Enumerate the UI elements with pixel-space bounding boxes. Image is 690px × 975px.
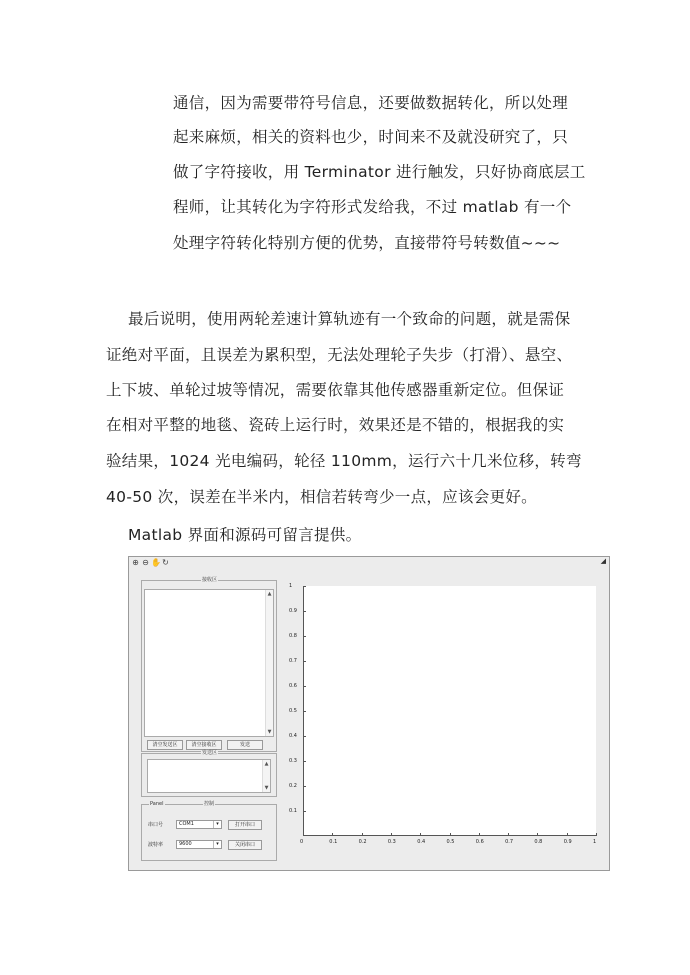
text-line: 在相对平整的地毯、瓷砖上运行时，效果还是不错的，根据我的实 — [106, 416, 565, 434]
pan-icon[interactable]: ✋ — [151, 558, 161, 567]
text-line: 40-50 次，误差在半米内，相信若转弯少一点，应该会更好。 — [106, 488, 537, 506]
y-tick-mark — [303, 736, 306, 737]
chevron-down-icon: ▾ — [213, 841, 221, 848]
rotate-icon[interactable]: ↻ — [162, 558, 169, 567]
baud-label: 波特率 — [148, 842, 164, 848]
text-line: 证绝对平面，且误差为累积型，无法处理轮子失步（打滑）、悬空、 — [106, 346, 573, 364]
x-tick-label: 0.4 — [417, 839, 426, 845]
port-select-value: COM1 — [179, 821, 194, 827]
y-tick-label: 0.7 — [289, 658, 297, 664]
x-tick-mark — [332, 833, 333, 836]
x-tick-mark — [508, 833, 509, 836]
figure-toolbar — [129, 557, 609, 569]
x-tick-mark — [362, 833, 363, 836]
y-tick-mark — [303, 611, 306, 612]
text-line: 起来麻烦，相关的资料也少，时间来不及就没研究了，只 — [173, 128, 569, 146]
toolbar-dock-arrow-icon[interactable]: ◢ — [600, 557, 606, 565]
baud-select-value: 9600 — [179, 841, 192, 847]
text-line: 做了字符接收，用 Terminator 进行触发，只好协商底层工 — [173, 163, 586, 181]
y-tick-mark — [303, 786, 306, 787]
receive-textarea[interactable] — [144, 589, 274, 737]
clear-send-button[interactable]: 清空发送区 — [147, 740, 183, 750]
scroll-up-icon[interactable]: ▲ — [267, 591, 272, 597]
x-tick-mark — [596, 833, 597, 836]
close-port-button[interactable]: 关闭串口 — [228, 840, 262, 850]
scroll-down-icon[interactable]: ▼ — [267, 729, 272, 735]
x-tick-label: 0.9 — [563, 839, 572, 845]
baud-select[interactable] — [176, 840, 222, 849]
plot-axes[interactable] — [303, 586, 596, 836]
x-tick-mark — [450, 833, 451, 836]
x-tick-label: 0.6 — [475, 839, 484, 845]
x-tick-label: 0.5 — [446, 839, 455, 845]
text-line: 程师，让其转化为字符形式发给我，不过 matlab 有一个 — [173, 198, 572, 216]
y-tick-mark — [303, 761, 306, 762]
receive-group-title: 接收区 — [202, 577, 218, 583]
send-button[interactable]: 发送 — [227, 740, 263, 750]
send-group-title: 发送区 — [202, 750, 218, 756]
matlab-gui-screenshot — [128, 556, 610, 871]
x-tick-label: 0.1 — [329, 839, 338, 845]
text-line: 处理字符转化特别方便的优势，直接带符号转数值~~~ — [173, 234, 561, 252]
x-tick-label: 0 — [300, 839, 304, 845]
open-port-button[interactable]: 打开串口 — [228, 820, 262, 830]
text-line: 最后说明，使用两轮差速计算轨迹有一个致命的问题，就是需保 — [128, 310, 571, 328]
receive-scrollbar[interactable] — [265, 590, 273, 736]
text-line: 通信，因为需要带符号信息，还要做数据转化，所以处理 — [173, 94, 569, 112]
y-tick-label: 0.2 — [289, 783, 297, 789]
zoom-out-icon[interactable]: ⊖ — [142, 558, 149, 567]
text-line: 上下坡、单轮过坡等情况，需要依靠其他传感器重新定位。但保证 — [106, 381, 565, 399]
y-tick-mark — [303, 661, 306, 662]
y-tick-label: 0.6 — [289, 683, 297, 689]
control-panel-title: 控制 — [204, 801, 215, 807]
y-tick-mark — [303, 711, 306, 712]
scroll-down-icon[interactable]: ▼ — [264, 785, 269, 791]
send-textarea[interactable] — [147, 759, 271, 793]
control-panel — [141, 804, 277, 861]
text-line: 验结果，1024 光电编码，轮径 110mm，运行六十几米位移，转弯 — [106, 452, 582, 470]
clear-receive-button[interactable]: 清空接收区 — [186, 740, 222, 750]
x-tick-label: 0.7 — [505, 839, 514, 845]
y-tick-label: 0.4 — [289, 733, 297, 739]
port-select[interactable] — [176, 820, 222, 829]
y-tick-label: 0.5 — [289, 708, 297, 714]
x-tick-label: 0.3 — [387, 839, 396, 845]
x-tick-mark — [420, 833, 421, 836]
x-tick-mark — [537, 833, 538, 836]
x-tick-label: 0.2 — [358, 839, 367, 845]
y-tick-mark — [303, 586, 306, 587]
y-tick-label: 1 — [289, 583, 293, 589]
paragraph-3: Matlab 界面和源码可留言提供。 — [128, 526, 362, 544]
send-group — [141, 753, 277, 797]
x-tick-label: 0.8 — [534, 839, 543, 845]
zoom-in-icon[interactable]: ⊕ — [132, 558, 139, 567]
y-tick-label: 0.9 — [289, 608, 297, 614]
x-tick-mark — [303, 833, 304, 836]
y-tick-mark — [303, 686, 306, 687]
y-tick-label: 0.8 — [289, 633, 297, 639]
y-tick-mark — [303, 636, 306, 637]
x-tick-mark — [391, 833, 392, 836]
scroll-up-icon[interactable]: ▲ — [264, 761, 269, 767]
x-tick-mark — [567, 833, 568, 836]
send-scrollbar[interactable] — [262, 760, 270, 792]
y-tick-label: 0.1 — [289, 808, 297, 814]
chevron-down-icon: ▾ — [213, 821, 221, 828]
y-tick-label: 0.3 — [289, 758, 297, 764]
x-tick-label: 1 — [593, 839, 597, 845]
port-label: 串口号 — [148, 822, 164, 828]
receive-group — [141, 580, 277, 752]
panel-label: Panel — [150, 801, 164, 807]
y-tick-mark — [303, 811, 306, 812]
x-tick-mark — [479, 833, 480, 836]
